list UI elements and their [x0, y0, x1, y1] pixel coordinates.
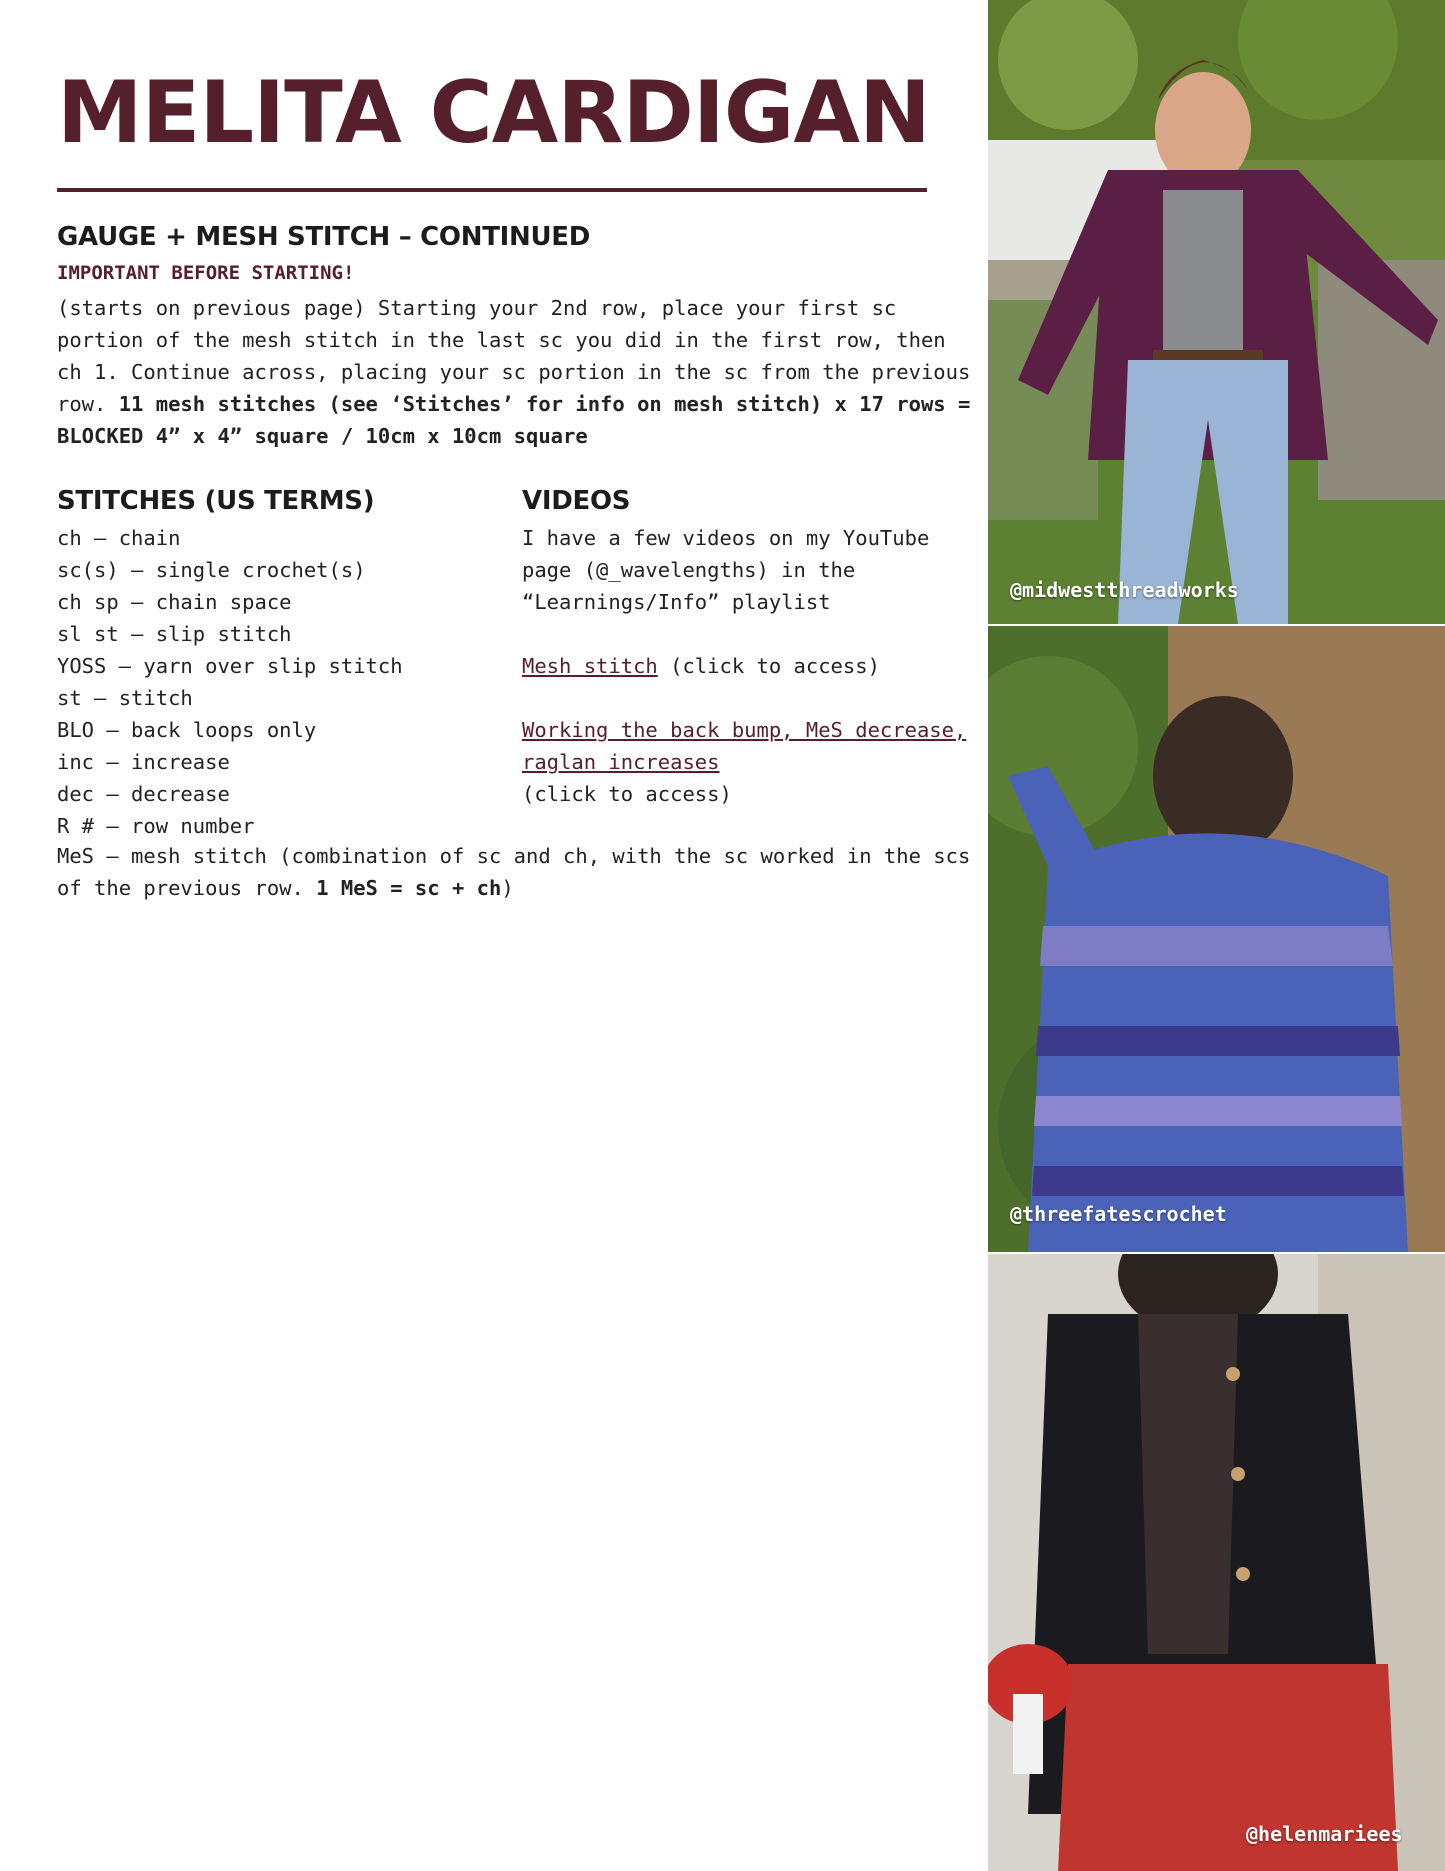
- stitch-item: inc – increase: [57, 750, 230, 774]
- photo-blue-cardigan: [988, 626, 1445, 1252]
- stitch-item: ch – chain: [57, 526, 181, 550]
- mes-text: MeS – mesh stitch (combination of sc and ch, with the sc worked in the scs of the previous row.: [57, 844, 971, 900]
- stitch-list: [57, 522, 507, 842]
- stitch-item: R # – row number: [57, 814, 255, 838]
- photo-column: [988, 0, 1445, 1871]
- mesh-stitch-video-line: [522, 650, 972, 682]
- stitches-heading: STITCHES (US TERMS): [57, 486, 375, 516]
- stitch-item: sc(s) – single crochet(s): [57, 558, 366, 582]
- gauge-heading: GAUGE + MESH STITCH – CONTINUED: [57, 222, 591, 252]
- stitch-item: dec – decrease: [57, 782, 230, 806]
- videos-heading: VIDEOS: [522, 486, 631, 516]
- photo-credit: @helenmariees: [1246, 1822, 1403, 1846]
- stitch-item: st – stitch: [57, 686, 193, 710]
- stitch-item: ch sp – chain space: [57, 590, 292, 614]
- videos-block: [522, 522, 972, 810]
- gauge-paragraph: [57, 292, 972, 452]
- back-bump-link[interactable]: Working the back bump, MeS decrease, raglan increases: [522, 718, 967, 774]
- photo-credit: @midwestthreadworks: [1010, 578, 1239, 602]
- mes-formula: 1 MeS = sc + ch: [316, 876, 502, 900]
- stitch-item: sl st – slip stitch: [57, 622, 292, 646]
- stitch-item: YOSS – yarn over slip stitch: [57, 654, 403, 678]
- stitch-item: BLO – back loops only: [57, 718, 317, 742]
- mes-close: ): [501, 876, 514, 900]
- mesh-stitch-link[interactable]: Mesh stitch: [522, 654, 658, 678]
- videos-intro: I have a few videos on my YouTube page (@_wavelengths) in the “Learnings/Info” playlist: [522, 526, 930, 614]
- mesh-stitch-definition: [57, 840, 972, 904]
- gauge-spec: 11 mesh stitches (see ‘Stitches’ for info on mesh stitch) x 17 rows = BLOCKED 4” x 4” square / 10cm x 10cm square: [57, 392, 971, 448]
- important-note: IMPORTANT BEFORE STARTING!: [57, 262, 355, 284]
- photo-credit: @threefatescrochet: [1010, 1202, 1227, 1226]
- page-title: MELITA CARDIGAN: [57, 63, 931, 163]
- link-suffix: (click to access): [657, 654, 880, 678]
- photo-black-cardigan: [988, 1254, 1445, 1871]
- gauge-text: (starts on previous page) Starting your 2nd row, place your first sc portion of the mesh stitch in the last sc you did in the first row, then ch 1. Continue across, placing your sc portion in the sc from the previous row.: [57, 296, 971, 416]
- title-divider: [57, 188, 927, 192]
- link-suffix: (click to access): [522, 782, 732, 806]
- photo-purple-cardigan: [988, 0, 1445, 624]
